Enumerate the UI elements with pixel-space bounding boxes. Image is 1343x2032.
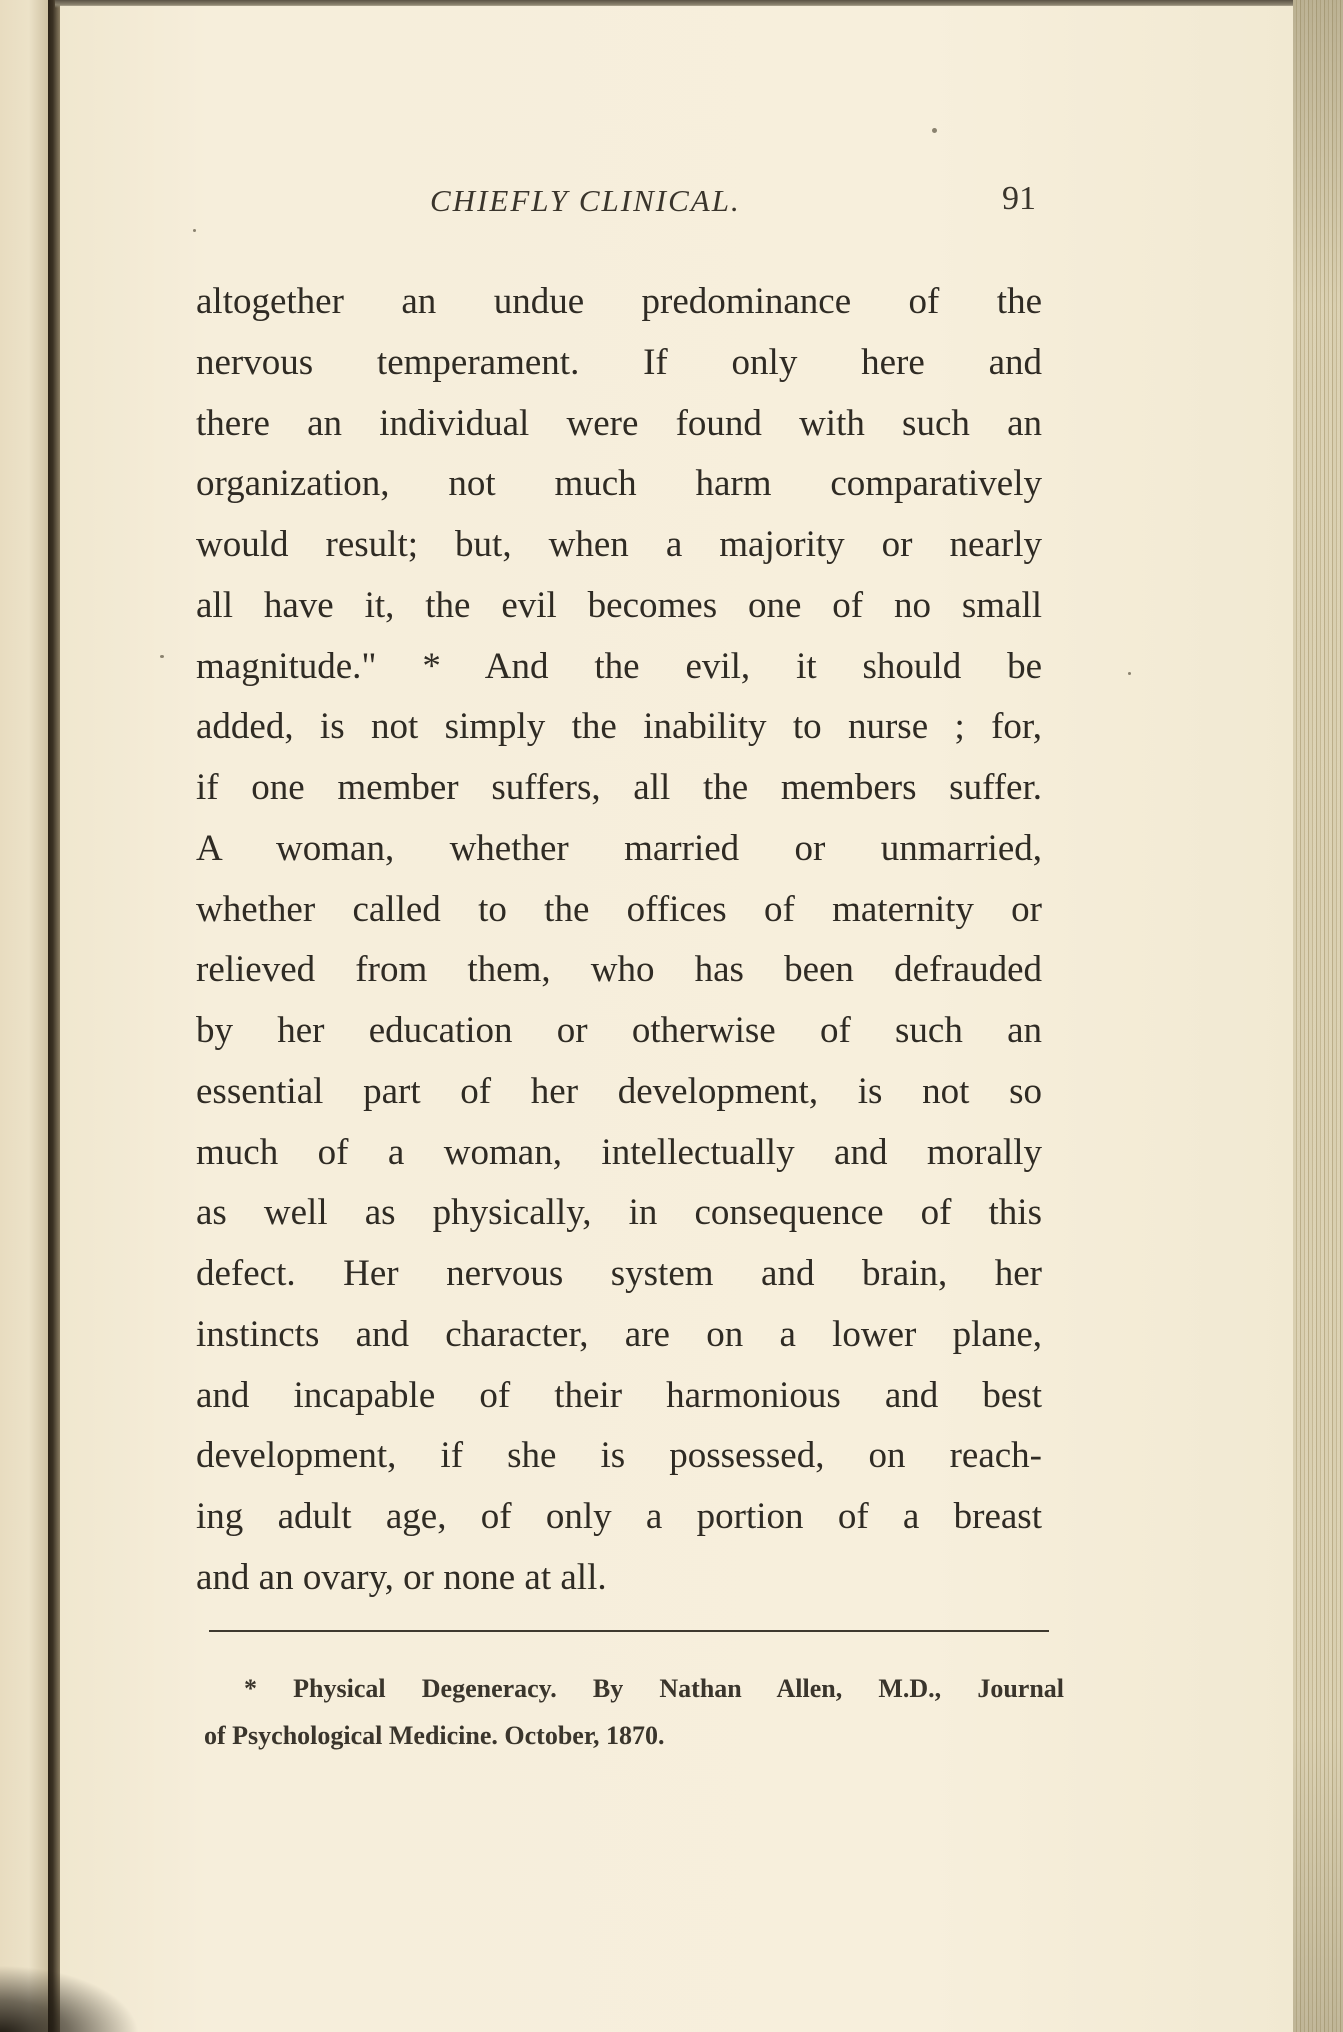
page-number: 91 xyxy=(1002,180,1036,217)
footnote xyxy=(204,1665,1064,1759)
text-line: whether called to the offices of maternity or xyxy=(196,888,1042,930)
text-line: relieved from them, who has been defrauded xyxy=(196,949,1042,991)
paper-speck xyxy=(1128,672,1131,675)
body-text xyxy=(196,272,1042,1609)
corner-shadow xyxy=(0,1965,140,2032)
footnote-line: * Physical Degeneracy. By Nathan Allen, M.D., Journal xyxy=(244,1674,1064,1703)
text-line: altogether an undue predominance of the xyxy=(196,281,1042,322)
text-line: there an individual were found with such an xyxy=(196,402,1042,444)
footnote-divider xyxy=(209,1630,1049,1632)
text-line: much of a woman, intellectually and morally xyxy=(196,1131,1042,1173)
text-line: organization, not much harm comparatively xyxy=(196,463,1042,505)
text-line: as well as physically, in consequence of this xyxy=(196,1192,1042,1234)
text-line: would result; but, when a majority or nearly xyxy=(196,524,1042,565)
footnote-line: of Psychological Medicine. October, 1870. xyxy=(204,1721,665,1750)
text-line: by her education or otherwise of such an xyxy=(196,1010,1042,1051)
text-line: nervous temperament. If only here and xyxy=(196,341,1042,383)
text-line: ing adult age, of only a portion of a breast xyxy=(196,1496,1042,1537)
page-edge-stack xyxy=(1293,0,1343,2032)
text-line: added, is not simply the inability to nurse ; for, xyxy=(196,706,1042,748)
text-line: and incapable of their harmonious and best xyxy=(196,1374,1042,1416)
text-line: essential part of her development, is not so xyxy=(196,1070,1042,1112)
text-line: defect. Her nervous system and brain, her xyxy=(196,1253,1042,1294)
text-line: development, if she is possessed, on reach- xyxy=(196,1435,1042,1477)
text-line: A woman, whether married or unmarried, xyxy=(196,827,1042,869)
paper-speck xyxy=(160,655,164,658)
paper-speck xyxy=(932,128,937,133)
running-head-title: CHIEFLY CLINICAL. xyxy=(430,183,741,218)
text-line: and an ovary, or none at all. xyxy=(196,1556,607,1598)
text-line: all have it, the evil becomes one of no small xyxy=(196,584,1042,626)
book-gutter xyxy=(48,0,60,2032)
text-line: magnitude." * And the evil, it should be xyxy=(196,645,1042,687)
text-line: if one member suffers, all the members suffer. xyxy=(196,767,1042,808)
paper-speck xyxy=(193,229,196,232)
facing-page-edge xyxy=(0,0,48,2032)
text-line: instincts and character, are on a lower plane, xyxy=(196,1313,1042,1355)
